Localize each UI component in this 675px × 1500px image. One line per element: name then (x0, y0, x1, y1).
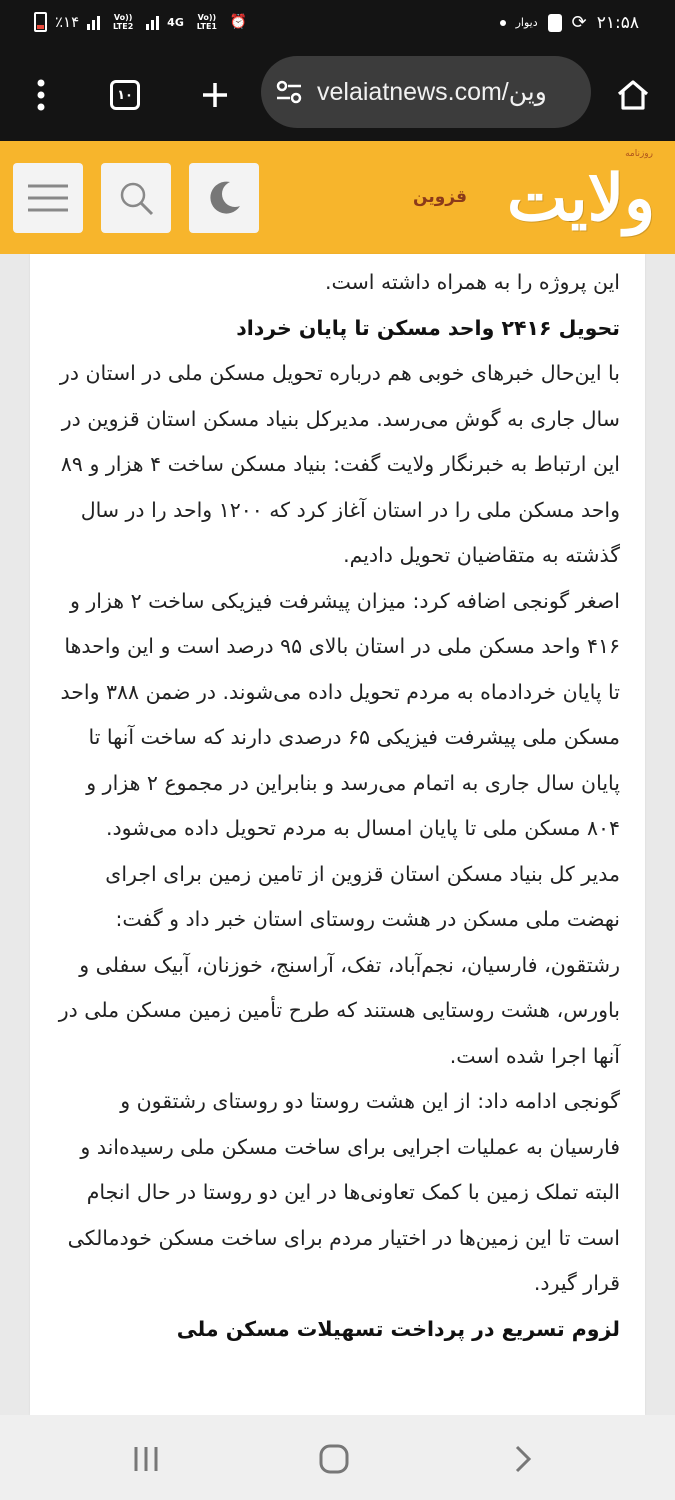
article-paragraph: اصغر گونجی اضافه کرد: میزان پیشرفت فیزیکی ساخت ۲ هزار و ۴۱۶ واحد مسکن ملی در استان بالای ۹۵ درصد است و این واحدها تا پایان خردادماه به مردم تحویل داده می‌شوند. در ضمن ۳۸۸ واحد مسکن ملی پیشرفت فیزیکی ۶۵ درصدی دارند که ساخت آنها تا پایان سال جاری به اتمام می‌رسد و بنابراین در مجموع ۲ هزار و ۸۰۴ مسکن ملی تا پایان امسال به مردم تحویل داده می‌شود. (60, 588, 620, 840)
dark-mode-toggle[interactable] (189, 163, 259, 233)
logo-subtitle: قزوین (413, 187, 467, 207)
menu-kebab-icon[interactable] (16, 70, 66, 120)
status-right (500, 12, 639, 33)
recents-icon (131, 1444, 161, 1474)
logo-title: ولایت (506, 161, 655, 236)
article-paragraph: این پروژه را به همراه داشته است. (324, 270, 620, 294)
recents-button[interactable] (121, 1437, 171, 1481)
article-subheading: تحویل ۲۴۱۶ واحد مسکن تا پایان خرداد (236, 315, 620, 340)
notification-dot-icon (500, 20, 506, 26)
logo-tagline: روزنامه (625, 149, 653, 159)
alarm-icon: ⏰ (229, 14, 248, 30)
battery-percent: ٪۱۴ (55, 13, 80, 31)
article-subheading: لزوم تسریع در پرداخت تسهیلات مسکن ملی (176, 1316, 620, 1341)
sim2-label: Vo)) LTE2 (113, 13, 134, 31)
sim1-label: Vo)) LTE1 (196, 13, 217, 31)
moon-icon (204, 178, 244, 218)
tab-switcher-button[interactable] (100, 70, 150, 120)
hamburger-menu-button[interactable] (13, 163, 83, 233)
article-body (30, 254, 645, 1415)
signal-icon (146, 14, 159, 30)
search-button[interactable] (101, 163, 171, 233)
clock: ۲۱:۵۸ (596, 12, 639, 33)
search-icon (116, 178, 156, 218)
url-text: velaiatnews.com/وین (317, 78, 547, 106)
new-tab-plus-icon[interactable] (190, 70, 240, 120)
article-content (30, 254, 645, 1352)
site-logo[interactable] (405, 149, 655, 243)
status-left (34, 12, 247, 32)
signal-icon (87, 14, 100, 30)
article-paragraph: با این‌حال خبرهای خوبی هم درباره تحویل مسکن ملی در استان در سال جاری به گوش می‌رسد. مدیرکل بنیاد مسکن استان قزوین در این ارتباط به خبرنگار ولایت گفت: بنیاد مسکن ساخت ۴ هزار و ۸۹ واحد مسکن ملی را در استان آغاز کرد که ۱۲۰۰ واحد را در سال گذشته به متقاضیان تحویل دادیم. (59, 361, 620, 567)
article-paragraph: مدیر کل بنیاد مسکن استان قزوین از تامین زمین برای اجرای نهضت ملی مسکن در هشت روستای استان خبر داد و گفت: رشتقون، فارسیان، نجم‌آباد، تفک، آراسنج، خوزنان، آبیک سفلی و باورس، هشت روستایی هستند که طرح تأمین زمین مسکن ملی در آنها اجرا شده است. (58, 861, 620, 1068)
status-bar (0, 0, 675, 52)
address-bar[interactable] (261, 56, 591, 128)
home-circle-icon (318, 1443, 350, 1475)
battery-icon (34, 12, 47, 32)
tab-count: ۱۰ (110, 80, 140, 110)
app-notification-icon (548, 14, 562, 32)
sync-icon: ⟳ (571, 12, 587, 33)
home-icon[interactable] (608, 70, 658, 120)
back-button[interactable] (498, 1437, 548, 1481)
site-header (0, 141, 675, 254)
back-chevron-icon (511, 1443, 535, 1475)
network-type: 4G (167, 15, 184, 29)
system-nav-bar (0, 1415, 675, 1500)
home-button[interactable] (309, 1437, 359, 1481)
article-paragraph: گونجی ادامه داد: از این هشت روستا دو روستای رشتقون و فارسیان به عملیات اجرایی برای ساخت مسکن ملی رسیده‌اند و البته تملک زمین با کمک تعاونی‌ها در این دو روستا در حال انجام است تا این زمین‌ها در اختیار مردم برای ساخت مسکن خودمالکی قرار گیرد. (67, 1089, 620, 1295)
site-settings-icon[interactable] (275, 80, 303, 104)
divar-notification: دیوار (515, 16, 538, 29)
browser-toolbar (0, 52, 675, 141)
